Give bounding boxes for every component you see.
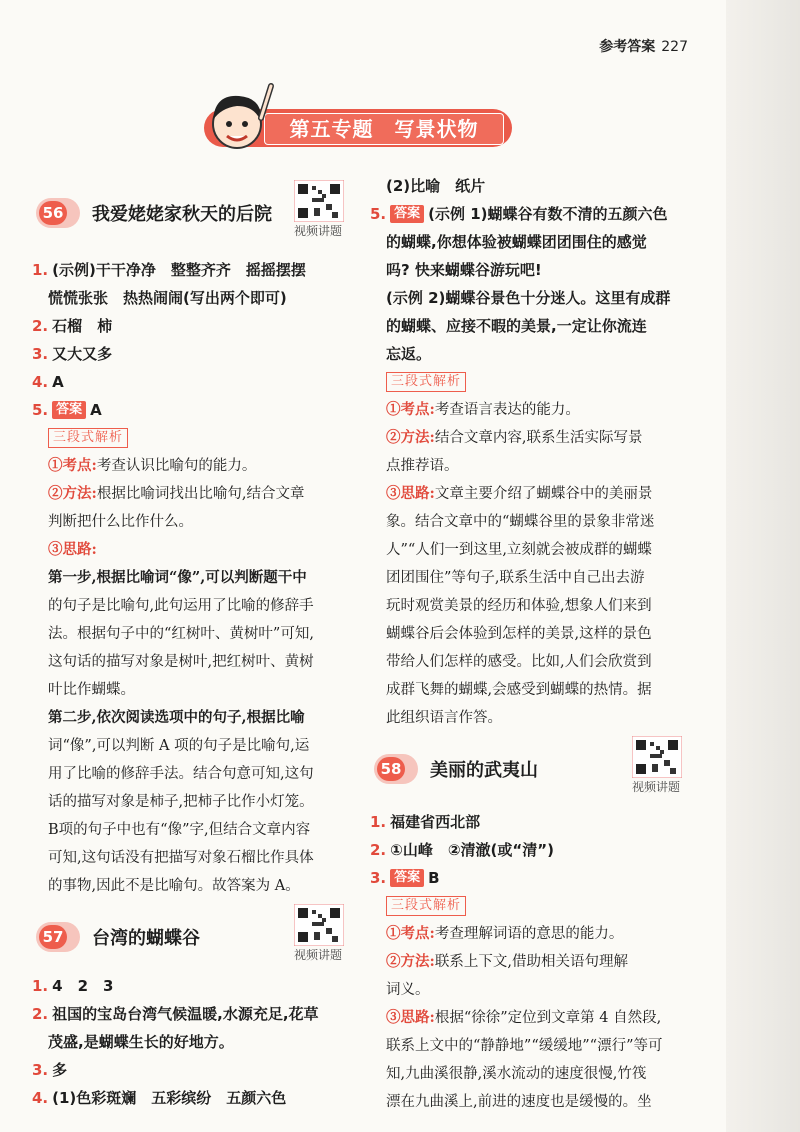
page-edge bbox=[726, 0, 800, 1132]
analysis-line: ②方法:根据比喻词找出比喻句,结合文章 bbox=[48, 485, 305, 502]
analysis-line: ③思路:根据“徐徐”定位到文章第 4 自然段, bbox=[386, 1009, 662, 1026]
answer-line: 吗? 快来蝴蝶谷游玩吧! bbox=[386, 261, 542, 279]
answer-tag: 答案 bbox=[390, 869, 424, 887]
page-number: 227 bbox=[661, 39, 688, 55]
answer-line: 3. 多 bbox=[32, 1061, 68, 1079]
analysis-heading: 三段式解析 bbox=[370, 368, 700, 396]
qr-label: 视频讲题 bbox=[294, 224, 343, 238]
qr-code-icon[interactable] bbox=[294, 904, 344, 946]
header-label: 参考答案 bbox=[599, 39, 656, 55]
section-number: 58 bbox=[377, 757, 405, 781]
analysis-line: 话的描写对象是柿子,把柿子比作小灯笼。 bbox=[48, 794, 314, 810]
answer-line: 4. (1)色彩斑斓 五彩缤纷 五颜六色 bbox=[32, 1089, 287, 1107]
analysis-line: 叶比作蝴蝶。 bbox=[48, 682, 135, 698]
qr-label: 视频讲题 bbox=[632, 780, 681, 794]
analysis-line: 知,九曲溪很静,溪水流动的速度很慢,竹筏 bbox=[386, 1066, 647, 1082]
section-58-header bbox=[370, 732, 700, 794]
banner-title: 第五专题 写景状物 bbox=[264, 113, 504, 145]
analysis-line: 联系上文中的“静静地”“缓缓地”“漂行”等可 bbox=[386, 1038, 663, 1054]
answer-line: 2. ①山峰 ②清澈(或“清”) bbox=[370, 841, 554, 859]
answer-line: 2. 祖国的宝岛台湾气候温暖,水源充足,花草 bbox=[32, 1005, 319, 1023]
answer-line: 5. 答案 (示例 1)蝴蝶谷有数不清的五颜六色 bbox=[370, 205, 668, 223]
section-title: 台湾的蝴蝶谷 bbox=[92, 928, 200, 949]
answer-line: 3. 又大又多 bbox=[32, 345, 113, 363]
answer-line: 5. 答案 A bbox=[32, 401, 102, 419]
answer-line: 忘返。 bbox=[386, 345, 432, 363]
answer-line: (示例 2)蝴蝶谷景色十分迷人。这里有成群 bbox=[386, 289, 671, 307]
analysis-line: ③思路:文章主要介绍了蝴蝶谷中的美丽景 bbox=[386, 485, 653, 502]
analysis-line: 的事物,因此不是比喻句。故答案为 A。 bbox=[48, 878, 300, 894]
analysis-line: 第一步,根据比喻词“像”,可以判断题干中 bbox=[48, 569, 307, 586]
section-title: 美丽的武夷山 bbox=[430, 760, 538, 781]
answer-line: 1. (示例)干干净净 整整齐齐 摇摇摆摆 bbox=[32, 261, 306, 279]
qr-label: 视频讲题 bbox=[294, 948, 343, 962]
analysis-line: 此组织语言作答。 bbox=[386, 710, 502, 726]
answer-line: 的蝴蝶,你想体验被蝴蝶团团围住的感觉 bbox=[386, 233, 647, 251]
analysis-line: 象。结合文章中的“蝴蝶谷里的景象非常迷 bbox=[386, 514, 655, 530]
section-57-header bbox=[32, 900, 362, 962]
section-badge bbox=[374, 754, 418, 784]
boy-pointing-icon bbox=[205, 80, 277, 156]
analysis-line: 蝴蝶谷后会体验到怎样的美景,这样的景色 bbox=[386, 626, 652, 642]
analysis-line: 词“像”,可以判断 A 项的句子是比喻句,运 bbox=[48, 738, 310, 754]
section-56-header bbox=[32, 176, 362, 238]
section-number: 56 bbox=[39, 201, 67, 225]
right-column bbox=[370, 176, 700, 1116]
analysis-line: 用了比喻的修辞手法。结合句意可知,这句 bbox=[48, 766, 314, 782]
analysis-line: ①考点:考查语言表达的能力。 bbox=[386, 401, 580, 418]
analysis-line: ②方法:结合文章内容,联系生活实际写景 bbox=[386, 429, 643, 446]
analysis-line: B项的句子中也有“像”字,但结合文章内容 bbox=[48, 822, 311, 838]
answer-line: 3. 答案 B bbox=[370, 869, 440, 887]
analysis-line: 漂在九曲溪上,前进的速度也是缓慢的。坐 bbox=[386, 1094, 652, 1110]
analysis-line: ①考点:考查理解词语的意思的能力。 bbox=[386, 925, 624, 942]
section-title: 我爱姥姥家秋天的后院 bbox=[92, 204, 272, 225]
analysis-line: 的句子是比喻句,此句运用了比喻的修辞手 bbox=[48, 598, 314, 614]
analysis-line: 可知,这句话没有把描写对象石榴比作具体 bbox=[48, 850, 314, 866]
analysis-line: 人”“人们一到这里,立刻就会被成群的蝴蝶 bbox=[386, 542, 652, 558]
analysis-line: 这句话的描写对象是树叶,把红树叶、黄树 bbox=[48, 654, 314, 670]
qr-code-icon[interactable] bbox=[632, 736, 682, 778]
analysis-line: 法。根据句子中的“红树叶、黄树叶”可知, bbox=[48, 626, 314, 642]
section-number: 57 bbox=[39, 925, 67, 949]
answer-line: 4. A bbox=[32, 373, 64, 391]
analysis-heading: 三段式解析 bbox=[370, 892, 700, 920]
analysis-line: ②方法:联系上下文,借助相关语句理解 bbox=[386, 953, 628, 970]
analysis-line: 成群飞舞的蝴蝶,会感受到蝴蝶的热情。据 bbox=[386, 682, 652, 698]
analysis-line: ③思路: bbox=[48, 541, 97, 558]
answer-line: 1. 福建省西北部 bbox=[370, 813, 481, 831]
analysis-line: 团团围住”等句子,联系生活中自己出去游 bbox=[386, 570, 645, 586]
analysis-line: 带给人们怎样的感受。比如,人们会欣赏到 bbox=[386, 654, 652, 670]
analysis-line: 词义。 bbox=[386, 982, 430, 998]
analysis-line: 第二步,依次阅读选项中的句子,根据比喻 bbox=[48, 709, 305, 726]
answer-tag: 答案 bbox=[52, 401, 86, 419]
analysis-heading: 三段式解析 bbox=[32, 424, 362, 452]
analysis-line: 判断把什么比作什么。 bbox=[48, 514, 193, 530]
answer-line: 的蝴蝶、应接不暇的美景,一定让你流连 bbox=[386, 317, 647, 335]
section-badge bbox=[36, 922, 80, 952]
analysis-line: ①考点:考查认识比喻句的能力。 bbox=[48, 457, 257, 474]
answer-line: 2. 石榴 柿 bbox=[32, 317, 113, 335]
analysis-line: 点推荐语。 bbox=[386, 458, 459, 474]
answer-line: 1. 4 2 3 bbox=[32, 977, 114, 995]
answer-line: (2)比喻 纸片 bbox=[386, 177, 486, 195]
answer-tag: 答案 bbox=[390, 205, 424, 223]
qr-code-icon[interactable] bbox=[294, 180, 344, 222]
left-column bbox=[32, 176, 362, 1112]
answer-line: 茂盛,是蝴蝶生长的好地方。 bbox=[48, 1033, 234, 1051]
analysis-line: 玩时观赏美景的经历和体验,想象人们来到 bbox=[386, 598, 652, 614]
page-header bbox=[599, 36, 688, 56]
section-badge bbox=[36, 198, 80, 228]
answer-line: 慌慌张张 热热闹闹(写出两个即可) bbox=[48, 289, 287, 307]
